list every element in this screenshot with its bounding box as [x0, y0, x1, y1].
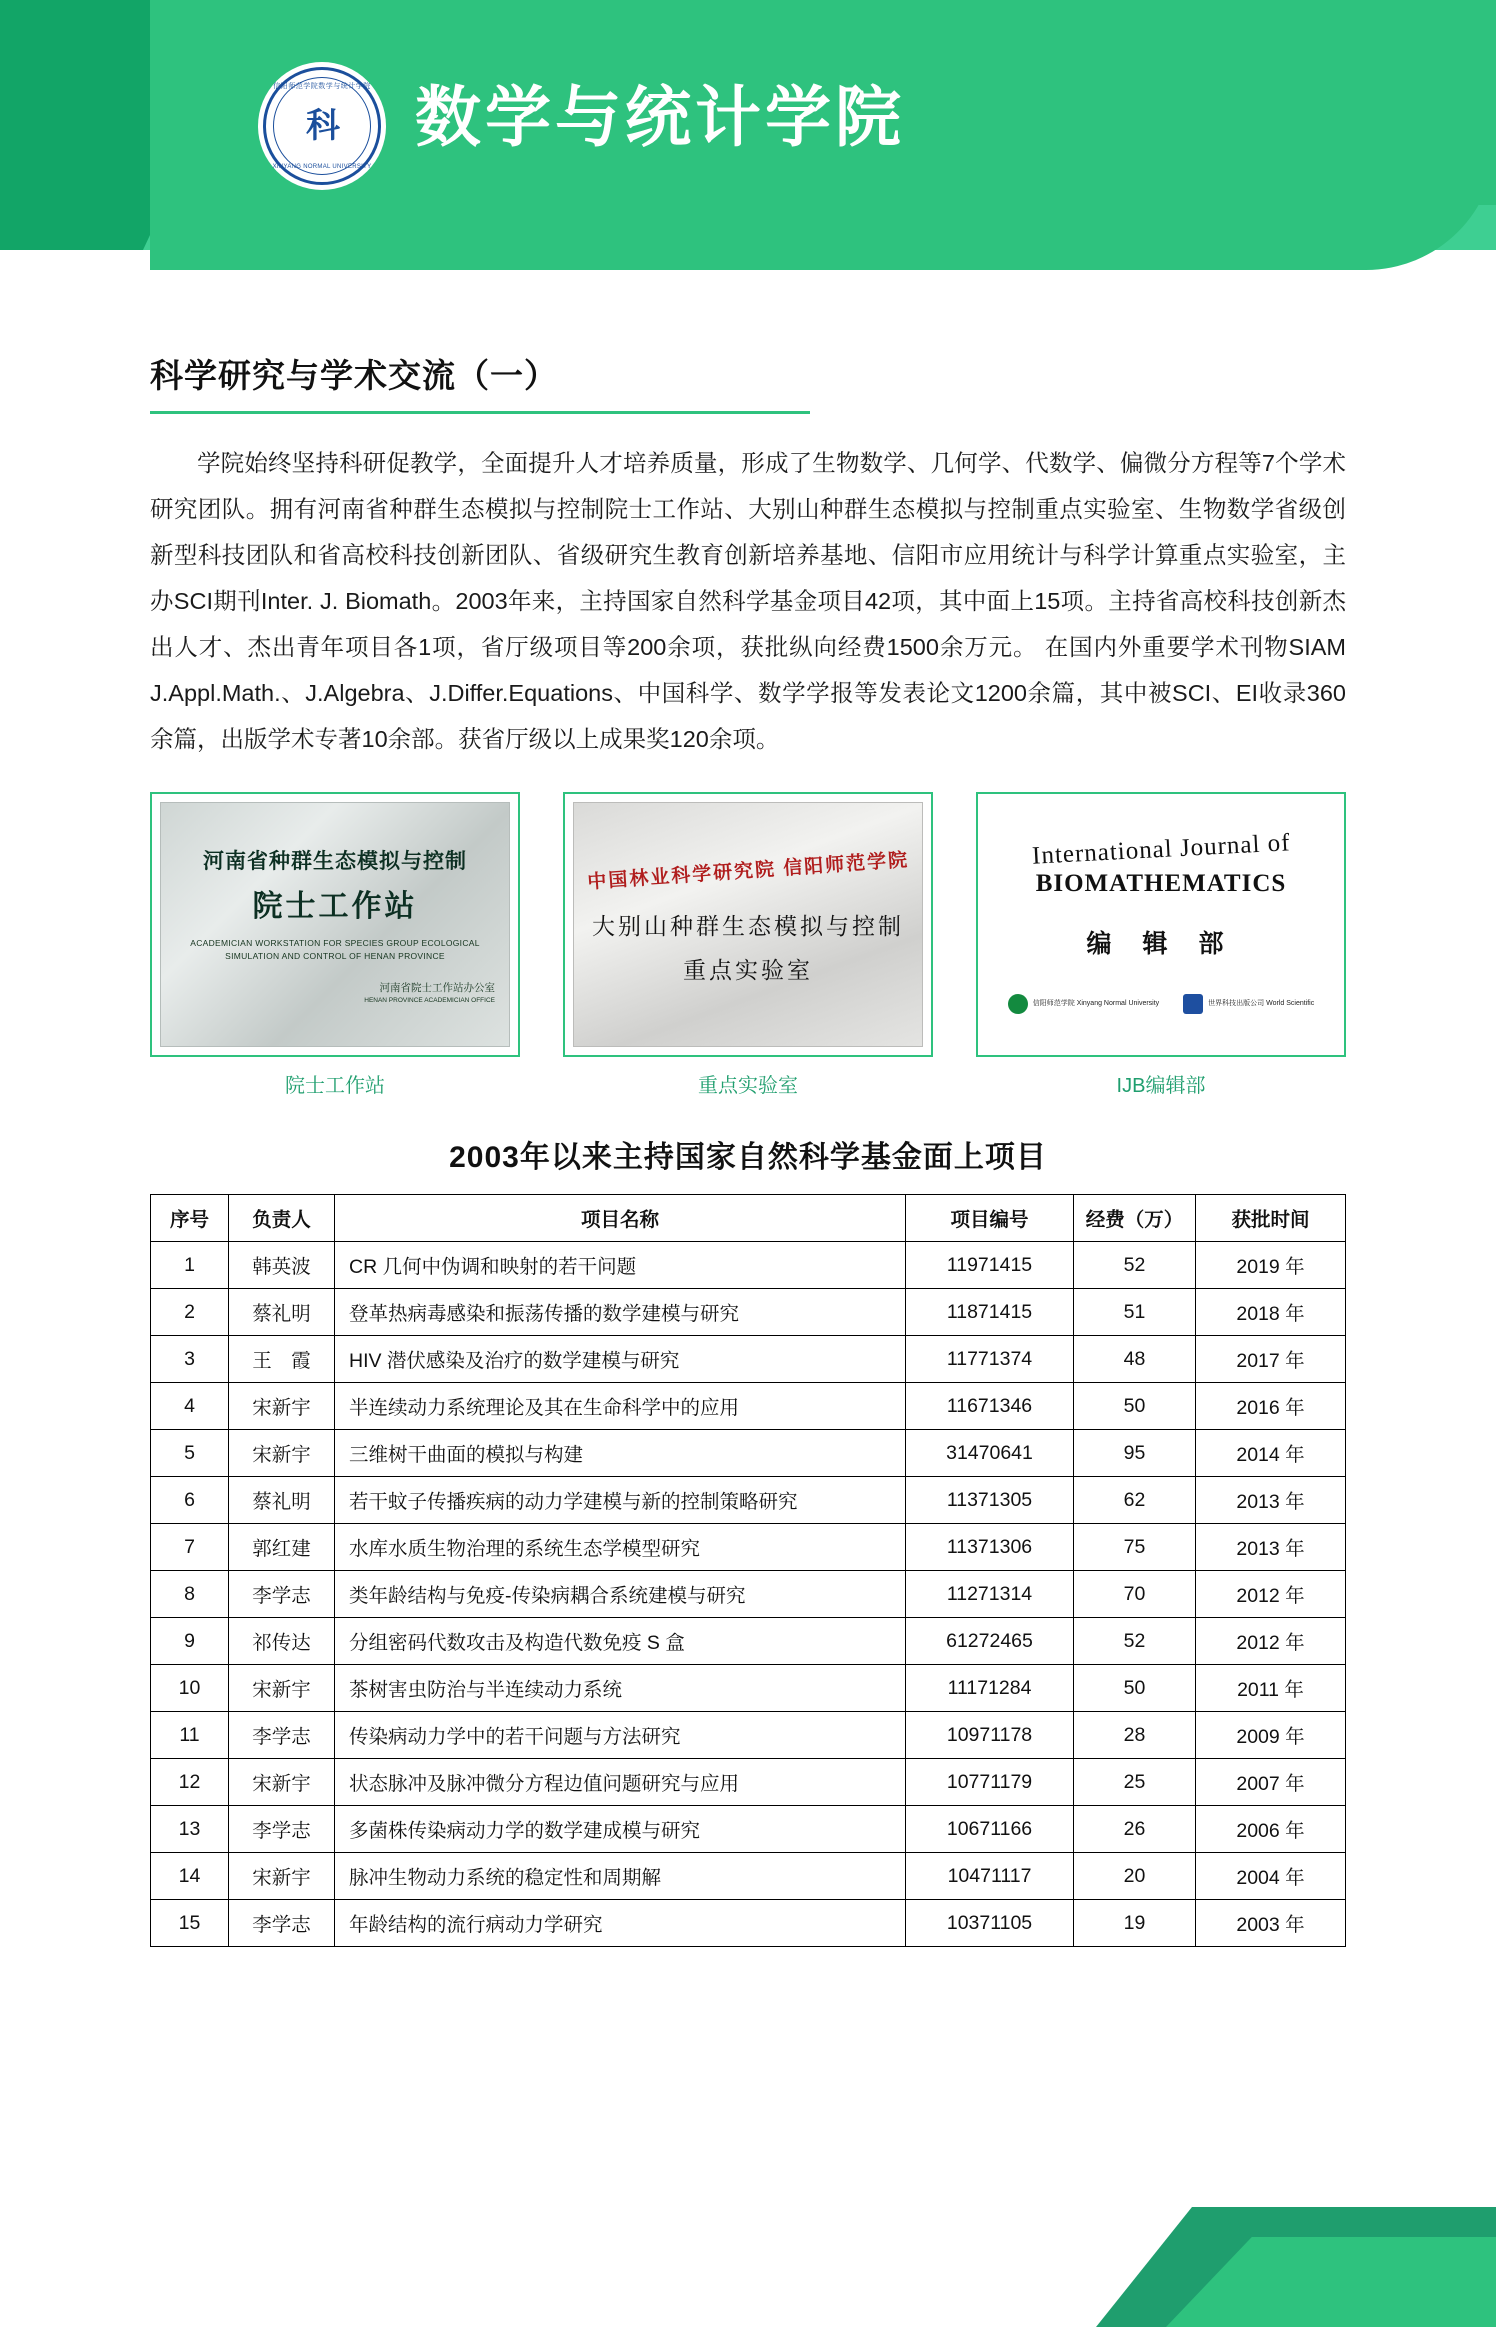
- plaque-line2: 院士工作站: [252, 889, 418, 923]
- logo-inner-ring: [263, 67, 381, 185]
- table-cell: 51: [1074, 1289, 1196, 1336]
- table-cell: 11271314: [906, 1571, 1074, 1618]
- table-cell: 宋新宇: [229, 1430, 335, 1477]
- table-row: [151, 1571, 1346, 1618]
- grants-table: [150, 1194, 1346, 1947]
- table-cell: 11371306: [906, 1524, 1074, 1571]
- journal-logo-row: [1008, 994, 1314, 1014]
- plaque-line1: 大别山种群生态模拟与控制: [592, 913, 904, 940]
- photo-frame-academician-workstation: [150, 792, 520, 1057]
- photo-strip: [150, 792, 1346, 1098]
- table-row: [151, 1477, 1346, 1524]
- plaque-key-laboratory: [573, 802, 923, 1047]
- table-row: [151, 1759, 1346, 1806]
- table-cell: 8: [151, 1571, 229, 1618]
- table-cell: 传染病动力学中的若干问题与方法研究: [335, 1712, 906, 1759]
- table-cell: 2003 年: [1196, 1900, 1346, 1947]
- table-cell: 4: [151, 1383, 229, 1430]
- table-cell: 2013 年: [1196, 1524, 1346, 1571]
- table-cell: 若干蚊子传播疾病的动力学建模与新的控制策略研究: [335, 1477, 906, 1524]
- table-cell: 2: [151, 1289, 229, 1336]
- table-cell: 2011 年: [1196, 1665, 1346, 1712]
- plaque-line4: 河南省院士工作站办公室: [379, 982, 495, 995]
- plaque-line1: 河南省种群生态模拟与控制: [203, 849, 467, 873]
- plaque-ijb-editorial: [986, 802, 1336, 1047]
- table-cell: 11: [151, 1712, 229, 1759]
- table-cell: 13: [151, 1806, 229, 1853]
- photo-item: [563, 792, 933, 1098]
- table-cell: 2016 年: [1196, 1383, 1346, 1430]
- table-cell: 2007 年: [1196, 1759, 1346, 1806]
- plaque-line3: ACADEMICIAN WORKSTATION FOR SPECIES GROUP ECOLOGICAL SIMULATION AND CONTROL OF HENAN PROVINCE: [190, 937, 480, 961]
- logo-bottom-text: XINYANG NORMAL UNIVERSITY: [272, 164, 372, 170]
- table-row: [151, 1242, 1346, 1289]
- table-cell: 52: [1074, 1618, 1196, 1665]
- table-cell: 10671166: [906, 1806, 1074, 1853]
- photo-caption: IJB编辑部: [1116, 1075, 1206, 1097]
- table-cell: 祁传达: [229, 1618, 335, 1665]
- photo-item: [150, 792, 520, 1098]
- table-cell: 5: [151, 1430, 229, 1477]
- table-cell: 茶树害虫防治与半连续动力系统: [335, 1665, 906, 1712]
- table-cell: 52: [1074, 1242, 1196, 1289]
- table-cell: HIV 潜伏感染及治疗的数学建模与研究: [335, 1336, 906, 1383]
- table-cell: 6: [151, 1477, 229, 1524]
- plaque-top-line: 中国林业科学研究院 信阳师范学院: [586, 850, 910, 894]
- table-cell: 14: [151, 1853, 229, 1900]
- table-cell: 宋新宇: [229, 1383, 335, 1430]
- section-body: [150, 440, 1346, 762]
- table-cell: 31470641: [906, 1430, 1074, 1477]
- table-cell: 25: [1074, 1759, 1196, 1806]
- table-cell: 李学志: [229, 1712, 335, 1759]
- table-cell: 王 霞: [229, 1336, 335, 1383]
- table-cell: 状态脉冲及脉冲微分方程边值问题研究与应用: [335, 1759, 906, 1806]
- university-logo: [258, 62, 386, 190]
- logo-world-scientific: [1183, 994, 1314, 1014]
- table-cell: 11171284: [906, 1665, 1074, 1712]
- logo-mark: 科: [306, 107, 338, 145]
- table-cell: 2009 年: [1196, 1712, 1346, 1759]
- photo-frame-ijb-editorial: [976, 792, 1346, 1057]
- journal-line1: International Journal of: [1031, 828, 1291, 870]
- table-cell: 48: [1074, 1336, 1196, 1383]
- table-cell: 10971178: [906, 1712, 1074, 1759]
- table-cell: 9: [151, 1618, 229, 1665]
- table-cell: 3: [151, 1336, 229, 1383]
- photo-caption: 重点实验室: [698, 1075, 798, 1097]
- table-cell: 年龄结构的流行病动力学研究: [335, 1900, 906, 1947]
- table-cell: 脉冲生物动力系统的稳定性和周期解: [335, 1853, 906, 1900]
- table-cell: 2017 年: [1196, 1336, 1346, 1383]
- table-cell: 11971415: [906, 1242, 1074, 1289]
- table-cell: 7: [151, 1524, 229, 1571]
- table-cell: 20: [1074, 1853, 1196, 1900]
- table-cell: 10471117: [906, 1853, 1074, 1900]
- table-header-row: [151, 1195, 1346, 1242]
- table-cell: 50: [1074, 1383, 1196, 1430]
- table-row: [151, 1289, 1346, 1336]
- plaque-line2: 重点实验室: [683, 957, 813, 983]
- table-cell: CR 几何中伪调和映射的若干问题: [335, 1242, 906, 1289]
- table-row: [151, 1712, 1346, 1759]
- table-cell: 韩英波: [229, 1242, 335, 1289]
- table-cell: 2004 年: [1196, 1853, 1346, 1900]
- page-content: [0, 290, 1496, 1947]
- table-row: [151, 1665, 1346, 1712]
- table-cell: 2006 年: [1196, 1806, 1346, 1853]
- table-cell: 李学志: [229, 1806, 335, 1853]
- table-header-cell: 序号: [151, 1195, 229, 1242]
- table-cell: 三维树干曲面的模拟与构建: [335, 1430, 906, 1477]
- section-heading-block: [150, 350, 558, 407]
- plaque-line5: HENAN PROVINCE ACADEMICIAN OFFICE: [364, 997, 495, 1005]
- table-cell: 分组密码代数攻击及构造代数免疫 S 盒: [335, 1618, 906, 1665]
- table-cell: 2019 年: [1196, 1242, 1346, 1289]
- table-row: [151, 1853, 1346, 1900]
- table-cell: 蔡礼明: [229, 1289, 335, 1336]
- table-header-cell: 获批时间: [1196, 1195, 1346, 1242]
- table-cell: 多菌株传染病动力学的数学建成模与研究: [335, 1806, 906, 1853]
- table-row: [151, 1618, 1346, 1665]
- table-title: 2003年以来主持国家自然科学基金面上项目: [449, 1141, 1047, 1174]
- table-cell: 宋新宇: [229, 1665, 335, 1712]
- photo-frame-key-laboratory: [563, 792, 933, 1057]
- journal-line3: 编 辑 部: [1086, 929, 1236, 958]
- table-cell: 75: [1074, 1524, 1196, 1571]
- page-title: 数学与统计学院: [415, 80, 905, 154]
- table-cell: 95: [1074, 1430, 1196, 1477]
- table-cell: 2018 年: [1196, 1289, 1346, 1336]
- table-cell: 2014 年: [1196, 1430, 1346, 1477]
- plaque-academician-workstation: [160, 802, 510, 1047]
- table-header-cell: 负责人: [229, 1195, 335, 1242]
- table-cell: 宋新宇: [229, 1853, 335, 1900]
- table-cell: 1: [151, 1242, 229, 1289]
- table-cell: 11371305: [906, 1477, 1074, 1524]
- logo-xinyang-label: 信阳师范学院 Xinyang Normal University: [1032, 999, 1160, 1007]
- table-cell: 26: [1074, 1806, 1196, 1853]
- table-cell: 李学志: [229, 1571, 335, 1618]
- table-cell: 61272465: [906, 1618, 1074, 1665]
- table-cell: 蔡礼明: [229, 1477, 335, 1524]
- logo-xinyang: [1008, 994, 1159, 1014]
- table-cell: 李学志: [229, 1900, 335, 1947]
- table-cell: 半连续动力系统理论及其在生命科学中的应用: [335, 1383, 906, 1430]
- journal-line2: BIOMATHEMATICS: [1035, 869, 1287, 897]
- table-header-cell: 项目编号: [906, 1195, 1074, 1242]
- publisher-logo-icon: [1183, 994, 1203, 1014]
- grants-table-body: [151, 1242, 1346, 1947]
- table-row: [151, 1336, 1346, 1383]
- table-cell: 2013 年: [1196, 1477, 1346, 1524]
- table-cell: 70: [1074, 1571, 1196, 1618]
- table-cell: 62: [1074, 1477, 1196, 1524]
- table-row: [151, 1524, 1346, 1571]
- school-seal-icon: [1008, 994, 1028, 1014]
- page-footer: [0, 2207, 1496, 2327]
- table-cell: 水库水质生物治理的系统生态学模型研究: [335, 1524, 906, 1571]
- table-cell: 10771179: [906, 1759, 1074, 1806]
- table-cell: 28: [1074, 1712, 1196, 1759]
- table-cell: 类年龄结构与免疫-传染病耦合系统建模与研究: [335, 1571, 906, 1618]
- table-cell: 50: [1074, 1665, 1196, 1712]
- table-row: [151, 1383, 1346, 1430]
- table-header-cell: 经费（万）: [1074, 1195, 1196, 1242]
- table-cell: 郭红建: [229, 1524, 335, 1571]
- section-paragraph: 学院始终坚持科研促教学，全面提升人才培养质量，形成了生物数学、几何学、代数学、偏微分方程等7个学术研究团队。拥有河南省种群生态模拟与控制院士工作站、大别山种群生态模拟与控制重点实验室、生物数学省级创新型科技团队和省高校科技创新团队、省级研究生教育创新培养基地、信阳市应用统计与科学计算重点实验室，主办SCI期刊Inter. J. Biomath。2003年来，主持国家自然科学基金项目42项，其中面上15项。主持省高校科技创新杰出人才、杰出青年项目各1项，省厅级项目等200余项，获批纵向经费1500余万元。 在国内外重要学术刊物SIAM J.Appl.Math.、J.Algebra、J.Differ.Equations、中国科学、数学学报等发表论文1200余篇，其中被SCI、EI收录360余篇，出版学术专著10余部。获省厅级以上成果奖120余项。: [150, 450, 1346, 752]
- table-row: [151, 1900, 1346, 1947]
- table-header-cell: 项目名称: [335, 1195, 906, 1242]
- table-cell: 10371105: [906, 1900, 1074, 1947]
- table-cell: 12: [151, 1759, 229, 1806]
- section-underline: [150, 411, 810, 414]
- table-cell: 2012 年: [1196, 1571, 1346, 1618]
- photo-caption: 院士工作站: [285, 1075, 385, 1097]
- table-row: [151, 1806, 1346, 1853]
- logo-world-scientific-label: 世界科技出版公司 World Scientific: [1208, 999, 1315, 1007]
- table-cell: 2012 年: [1196, 1618, 1346, 1665]
- table-cell: 19: [1074, 1900, 1196, 1947]
- table-cell: 11871415: [906, 1289, 1074, 1336]
- table-cell: 宋新宇: [229, 1759, 335, 1806]
- table-cell: 15: [151, 1900, 229, 1947]
- table-cell: 11771374: [906, 1336, 1074, 1383]
- logo-top-text: 信阳师范学院数学与统计学院: [273, 83, 371, 90]
- table-row: [151, 1430, 1346, 1477]
- table-cell: 登革热病毒感染和振荡传播的数学建模与研究: [335, 1289, 906, 1336]
- table-cell: 10: [151, 1665, 229, 1712]
- page-header: [0, 0, 1496, 290]
- section-title: 科学研究与学术交流（一）: [150, 357, 558, 394]
- photo-item: [976, 792, 1346, 1098]
- table-cell: 11671346: [906, 1383, 1074, 1430]
